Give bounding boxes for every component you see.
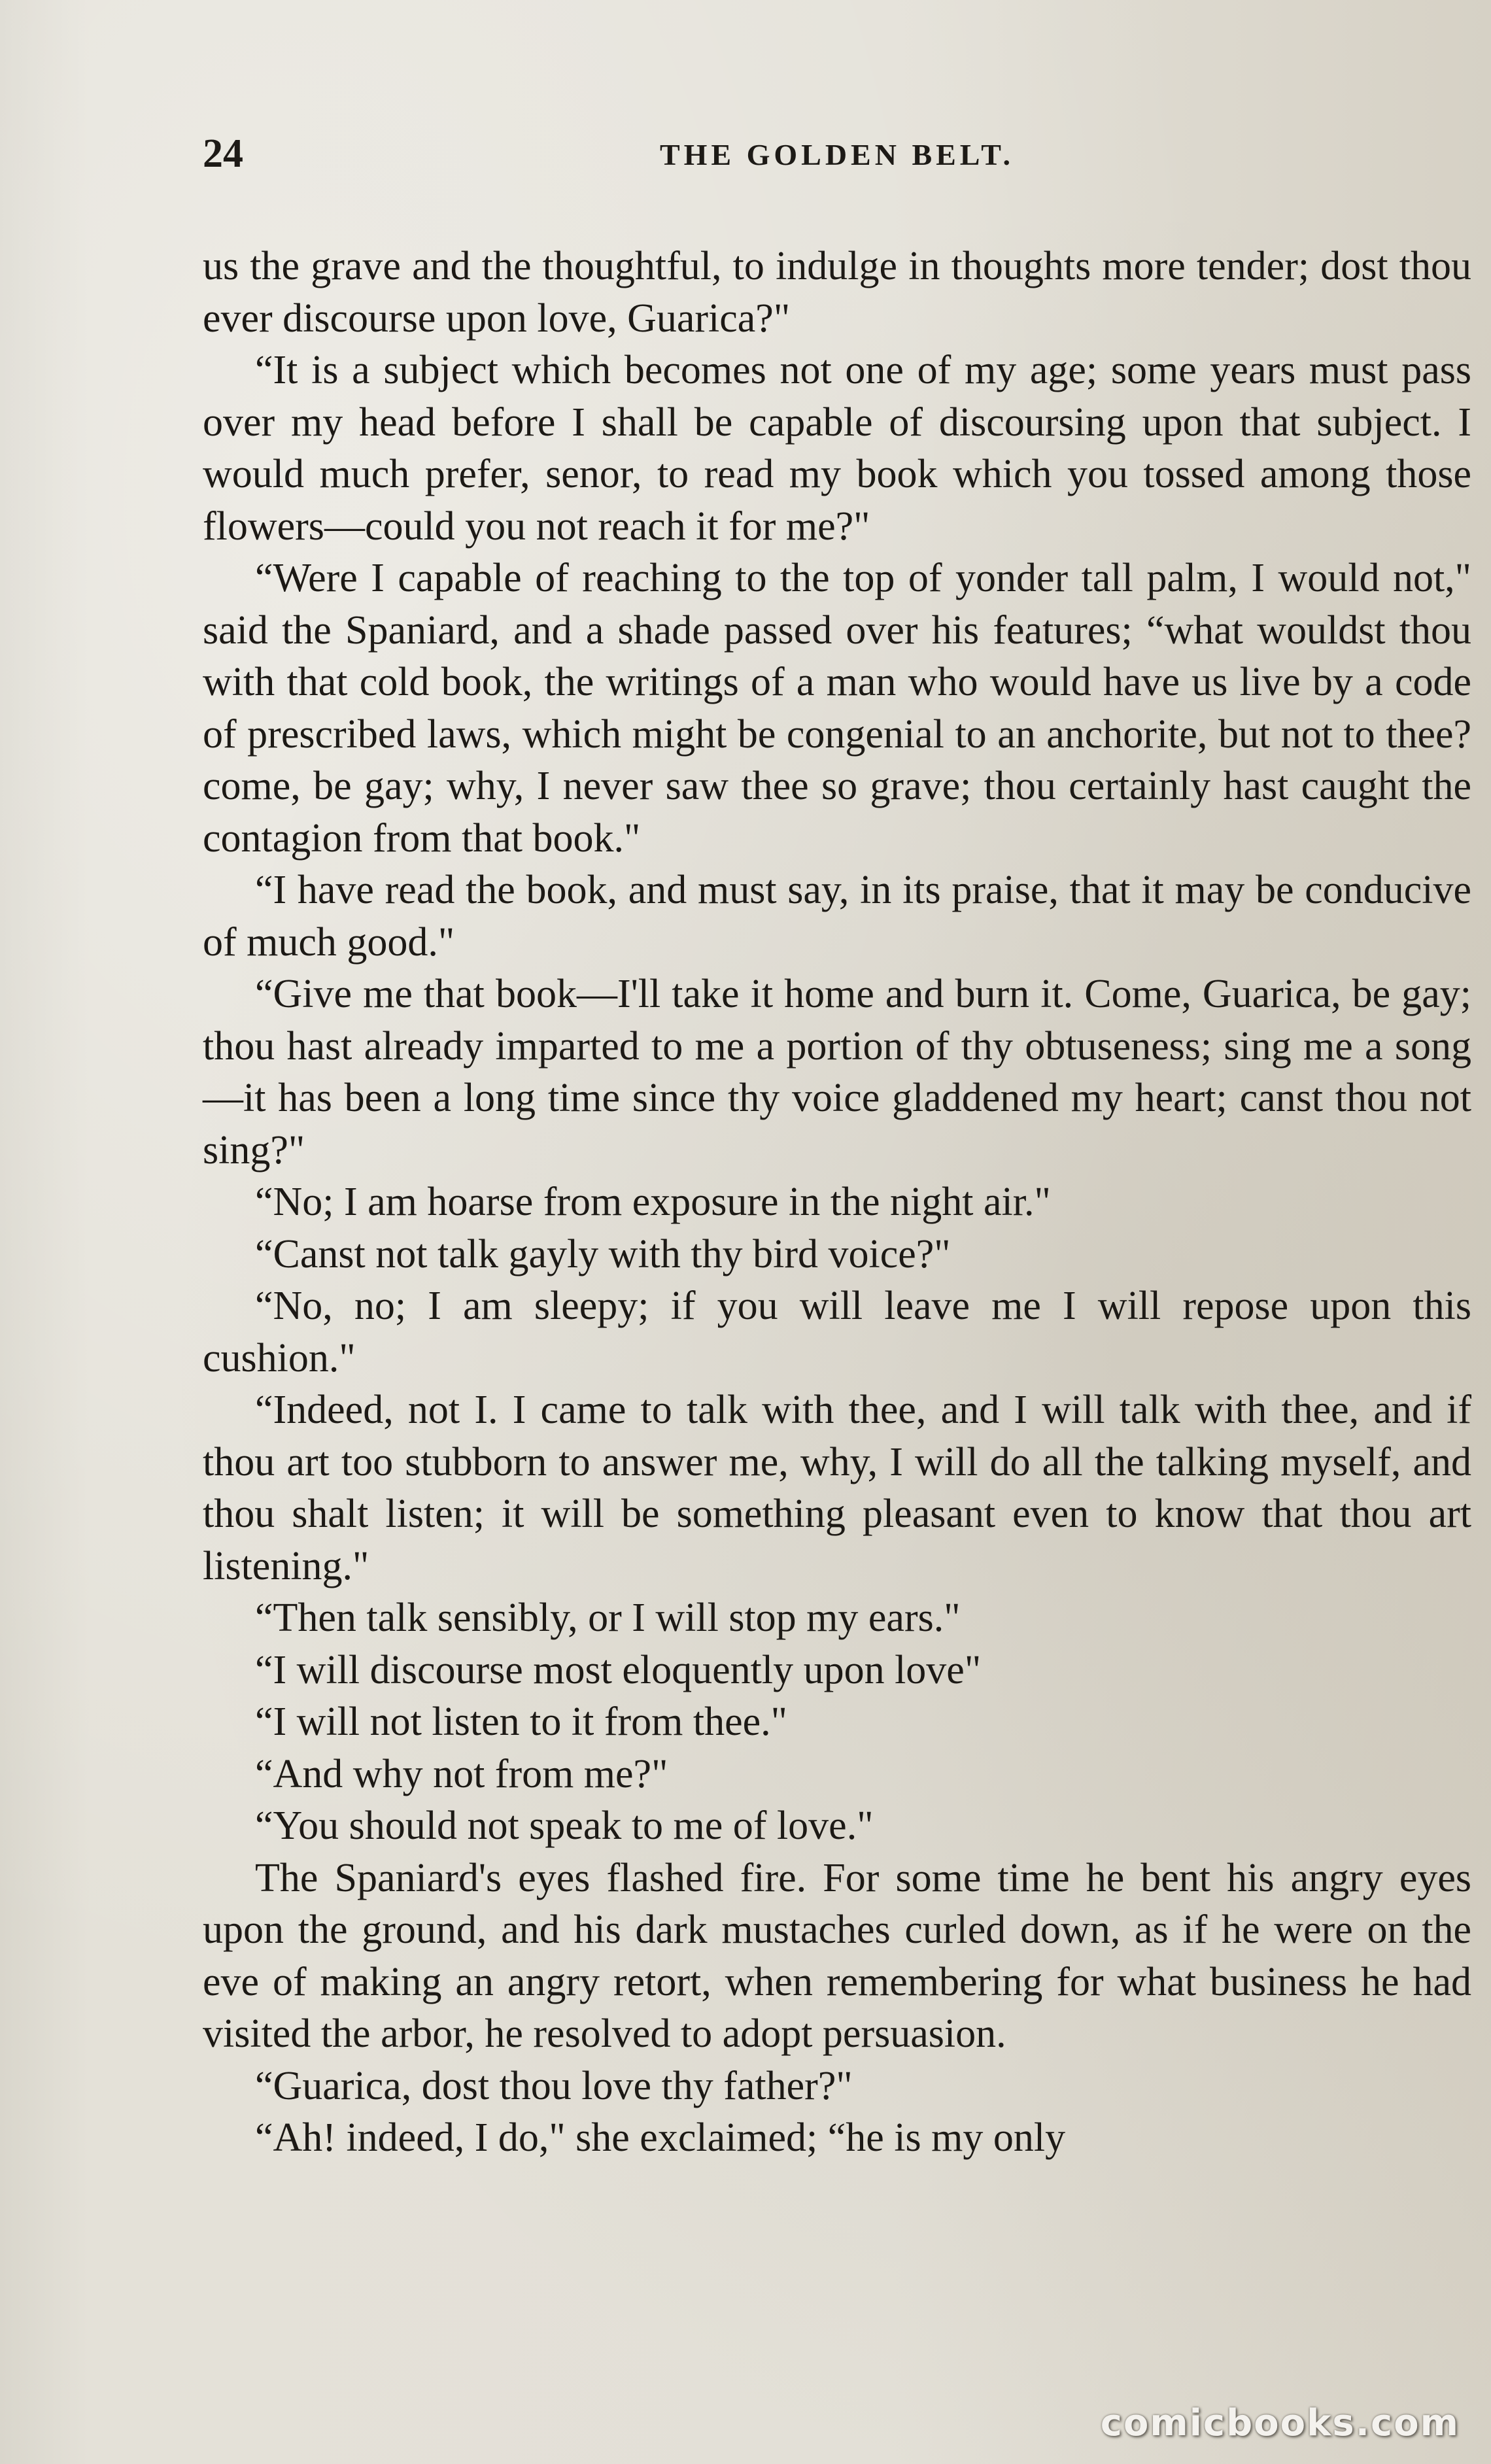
page-header (203, 131, 1471, 183)
watermark: comicbooks.com (1100, 2402, 1460, 2444)
paragraph: us the grave and the thoughtful, to indulge in thoughts more tender; dost thou ever discourse upon love, Guarica?" (203, 244, 1471, 341)
body-text (203, 241, 1471, 2165)
paragraph: “Were I capable of reaching to the top of yonder tall palm, I would not," said the Spaniard, and a shade passed over his features; “what wouldst thou with that cold book, the writings of a man who would have us live by a code of prescribed laws, which might be congenial to an anchorite, but not to thee? come, be gay; why, I never saw thee so grave; thou certainly hast caught the contagion from that book." (203, 556, 1471, 861)
running-title: THE GOLDEN BELT. (659, 138, 1015, 171)
paragraph: “Ah! indeed, I do," she exclaimed; “he is my only (255, 2115, 1066, 2160)
paragraph: “I will discourse most eloquently upon love" (255, 1647, 982, 1692)
paragraph: “It is a subject which becomes not one of my age; some years must pass over my head before I shall be capable of discoursing upon that subject. I would much prefer, senor, to read my book which you tossed among those flowers—could you not reach it for me?" (203, 348, 1471, 549)
paragraph: “You should not speak to me of love." (255, 1804, 874, 1848)
paragraph: “Canst not talk gayly with thy bird voice?" (255, 1231, 951, 1276)
paragraph: “No; I am hoarse from exposure in the night air." (255, 1180, 1051, 1224)
paragraph: The Spaniard's eyes flashed fire. For some time he bent his angry eyes upon the ground, and his dark mustaches curled down, as if he were on the eve of making an angry retort, when remembering for what business he had visited the arbor, he resolved to adopt persuasion. (203, 1855, 1471, 2056)
paragraph: “Guarica, dost thou love thy father?" (255, 2063, 853, 2108)
paragraph: “And why not from me?" (255, 1751, 668, 1796)
paragraph: “Indeed, not I. I came to talk with thee, and I will talk with thee, and if thou art too stubborn to answer me, why, I will do all the talking myself, and thou shalt listen; it will be something pleasant even to know that thou art listening." (203, 1388, 1471, 1588)
paragraph: “No, no; I am sleepy; if you will leave me I will repose upon this cushion." (203, 1284, 1471, 1380)
page-number: 24 (203, 131, 243, 176)
paragraph: “Give me that book—I'll take it home and burn it. Come, Guarica, be gay; thou hast already imparted to me a portion of thy obtuseness; sing me a song—it has been a long time since thy voice gladdened my heart; canst thou not sing?" (203, 972, 1471, 1172)
paragraph: “I will not listen to it from thee." (255, 1700, 787, 1744)
paragraph: “I have read the book, and must say, in its praise, that it may be conducive of much good." (203, 868, 1471, 965)
paragraph: “Then talk sensibly, or I will stop my ears." (255, 1596, 961, 1640)
